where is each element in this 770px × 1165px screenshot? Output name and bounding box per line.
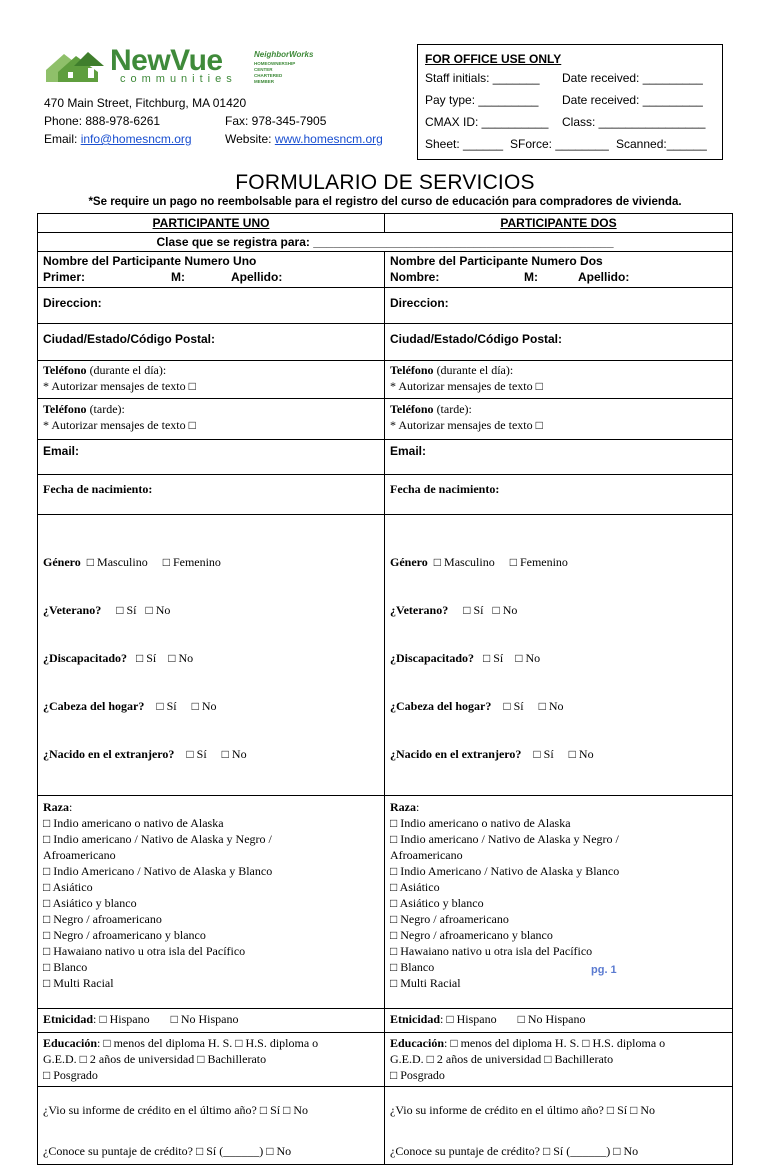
race-option[interactable]: □ Indio americano o nativo de Alaska — [390, 816, 571, 830]
race-option[interactable]: □ Indio americano / Nativo de Alaska y Negro / — [390, 832, 619, 846]
address-row — [38, 288, 733, 324]
text-consent-1[interactable]: * Autorizar mensajes de texto □ — [43, 379, 196, 393]
race-option[interactable]: □ Asiático y blanco — [390, 896, 484, 910]
race-option[interactable]: □ Hawaiano nativo u otra isla del Pacífico — [390, 944, 593, 958]
race-option[interactable]: □ Negro / afroamericano y blanco — [43, 928, 206, 942]
race-option[interactable]: □ Asiático y blanco — [43, 896, 137, 910]
nombre-label: Nombre: — [390, 270, 440, 284]
credit-report-cell-1[interactable]: ¿Vio su informe de crédito en el último año? □ Sí □ No — [38, 1087, 385, 1140]
website-link[interactable]: www.homesncm.org — [274, 132, 383, 146]
veteran-options-2[interactable]: □ Sí □ No — [448, 603, 518, 617]
phone-evening-field-1[interactable]: Teléfono (tarde): * Autorizar mensajes de texto □ — [38, 399, 385, 440]
race-option-cont: Afroamericano — [390, 848, 463, 862]
credit-score-cell-1[interactable]: ¿Conoce su puntaje de crédito? □ Sí (______) □ No — [38, 1139, 385, 1165]
text-consent-2[interactable]: * Autorizar mensajes de texto □ — [390, 379, 543, 393]
ethnicity-cell-2[interactable]: Etnicidad: □ Hispano □ No Hispano — [385, 1009, 733, 1033]
partner-logo-sub: HOMEOWNERSHIP CENTER CHARTERED MEMBER — [254, 61, 296, 84]
services-form-table — [37, 213, 733, 1165]
date-received-2[interactable]: Date received: _________ — [562, 93, 703, 107]
office-use-box — [417, 44, 723, 160]
disability-options-2[interactable]: □ Sí □ No — [474, 651, 541, 665]
email-field-1[interactable]: Email: — [38, 440, 385, 475]
name-title-2: Nombre del Participante Numero Dos — [390, 254, 603, 268]
demographics-cell-2: Género □ Masculino □ Femenino ¿Veterano? □ Sí □ No ¿Discapacitado? □ Sí □ No ¿Cabeza del hogar? □ Sí □ No ¿Nacido en el extranjero? □ Sí □ No — [385, 515, 733, 796]
ethnicity-row — [38, 1009, 733, 1033]
race-option[interactable]: □ Multi Racial — [43, 976, 114, 990]
email-link[interactable]: info@homesncm.org — [80, 132, 192, 146]
foreign-born-options-1[interactable]: □ Sí □ No — [174, 747, 247, 761]
class-field[interactable]: Class: ________________ — [562, 115, 706, 129]
credit-score-cell-2[interactable]: ¿Conoce su puntaje de crédito? □ Sí (______) □ No — [385, 1139, 733, 1165]
partner-logo-text: NeighborWorks — [254, 50, 314, 59]
form-title: FORMULARIO DE SERVICIOS — [235, 171, 535, 194]
race-option[interactable]: □ Asiático — [390, 880, 440, 894]
newvue-logo — [44, 42, 314, 92]
demographics-cell-1: Género □ Masculino □ Femenino ¿Veterano? □ Sí □ No ¿Discapacitado? □ Sí □ No ¿Cabeza del hogar? □ Sí □ No ¿Nacido en el extranjero? □ Sí □ No — [38, 515, 385, 796]
participants-header-row — [38, 214, 733, 233]
race-option[interactable]: □ Multi Racial — [390, 976, 461, 990]
race-option[interactable]: □ Asiático — [43, 880, 93, 894]
race-option[interactable]: □ Indio Americano / Nativo de Alaska y Blanco — [390, 864, 620, 878]
race-option[interactable]: □ Hawaiano nativo u otra isla del Pacífico — [43, 944, 246, 958]
class-field[interactable]: Clase que se registra para: _____________________________________________ — [38, 233, 733, 252]
email-row — [38, 440, 733, 475]
race-option[interactable]: □ Negro / afroamericano — [43, 912, 162, 926]
m-label-1: M: — [171, 270, 185, 284]
phone-evening-row — [38, 399, 733, 440]
demographics-row — [38, 515, 733, 796]
race-cell-2: Raza: □ Indio americano o nativo de Alaska □ Indio americano / Nativo de Alaska y Negro / Afroamericano □ Indio Americano / Nativo de Alaska y Blanco □ Asiático □ Asiático y blanco □ Negro / afroamericano □ Negro / afroamericano y blanco □ Hawaiano nativo u otra isla del Pacífico □ Blanco □ Multi Racial — [385, 796, 733, 1009]
race-option[interactable]: □ Blanco — [43, 960, 88, 974]
race-option[interactable]: □ Negro / afroamericano y blanco — [390, 928, 553, 942]
sheet-field[interactable]: Sheet: ______ — [425, 137, 504, 151]
payment-note: *Se require un pago no reembolsable para el registro del curso de educación para compradores de vivienda. — [88, 196, 682, 208]
head-household-options-2[interactable]: □ Sí □ No — [491, 699, 564, 713]
ciudad-field-1[interactable]: Ciudad/Estado/Código Postal: — [38, 324, 385, 361]
participant-two-header: PARTICIPANTE DOS — [385, 214, 733, 233]
disability-options-1[interactable]: □ Sí □ No — [127, 651, 194, 665]
education-cell-1[interactable]: Educación: □ menos del diploma H. S. □ H.S. diploma o G.E.D. □ 2 años de universidad □ Bachillerato □ Posgrado — [38, 1033, 385, 1087]
date-received-1[interactable]: Date received: _________ — [562, 71, 703, 85]
logo-subtext: communities — [120, 73, 237, 85]
name-cell-1[interactable] — [38, 252, 385, 288]
pay-type[interactable]: Pay type: _________ — [425, 93, 539, 107]
apellido-label-1: Apellido: — [231, 270, 283, 284]
name-title-1: Nombre del Participante Numero Uno — [43, 254, 257, 268]
race-row — [38, 796, 733, 1009]
credit-report-row — [38, 1087, 733, 1140]
race-option[interactable]: □ Blanco — [390, 960, 435, 974]
ethnicity-cell-1[interactable]: Etnicidad: □ Hispano □ No Hispano — [38, 1009, 385, 1033]
name-cell-2[interactable] — [385, 252, 733, 288]
office-title: FOR OFFICE USE ONLY — [425, 52, 562, 66]
direccion-field-2[interactable]: Direccion: — [385, 288, 733, 324]
race-option[interactable]: □ Indio americano o nativo de Alaska — [43, 816, 224, 830]
birthdate-field-2[interactable]: Fecha de nacimiento: — [385, 475, 733, 515]
address: 470 Main Street, Fitchburg, MA 01420 — [44, 96, 247, 110]
race-option-cont: Afroamericano — [43, 848, 116, 862]
phone-day-row — [38, 361, 733, 399]
race-cell-1: Raza: □ Indio americano o nativo de Alaska □ Indio americano / Nativo de Alaska y Negro / Afroamericano □ Indio Americano / Nativo de Alaska y Blanco □ Asiático □ Asiático y blanco □ Negro / afroamericano □ Negro / afroamericano y blanco □ Hawaiano nativo u otra isla del Pacífico □ Blanco □ Multi Racial — [38, 796, 385, 1009]
name-row — [38, 252, 733, 288]
text-consent-evening-1[interactable]: * Autorizar mensajes de texto □ — [43, 418, 196, 432]
website-line — [225, 130, 383, 148]
apellido-label-2: Apellido: — [578, 270, 630, 284]
phone: Phone: 888-978-6261 — [44, 114, 161, 128]
race-option[interactable]: □ Negro / afroamericano — [390, 912, 509, 926]
veteran-options-1[interactable]: □ Sí □ No — [101, 603, 171, 617]
phone-day-field-1[interactable]: Teléfono (durante el día): * Autorizar mensajes de texto □ — [38, 361, 385, 399]
education-cell-2[interactable]: Educación: □ menos del diploma H. S. □ H.S. diploma o G.E.D. □ 2 años de universidad □ Bachillerato □ Posgrado — [385, 1033, 733, 1087]
education-row — [38, 1033, 733, 1087]
class-row — [38, 233, 733, 252]
primer-label: Primer: — [43, 270, 86, 284]
city-row — [38, 324, 733, 361]
cmax-id[interactable]: CMAX ID: __________ — [425, 115, 549, 129]
birthdate-field-1[interactable]: Fecha de nacimiento: — [38, 475, 385, 515]
foreign-born-options-2[interactable]: □ Sí □ No — [521, 747, 594, 761]
race-option[interactable]: □ Indio americano / Nativo de Alaska y Negro / — [43, 832, 272, 846]
direccion-field-1[interactable]: Direccion: — [38, 288, 385, 324]
email-field-2[interactable]: Email: — [385, 440, 733, 475]
sforce-field[interactable]: SForce: ________ — [510, 137, 609, 151]
page-number: pg. 1 — [591, 964, 617, 976]
phone-day-field-2[interactable]: Teléfono (durante el día): * Autorizar mensajes de texto □ — [385, 361, 733, 399]
m-label-2: M: — [524, 270, 538, 284]
phone-evening-field-2[interactable]: Teléfono (tarde): * Autorizar mensajes de texto □ — [385, 399, 733, 440]
race-option[interactable]: □ Indio Americano / Nativo de Alaska y Blanco — [43, 864, 273, 878]
scanned-field[interactable]: Scanned:______ — [616, 137, 707, 151]
text-consent-evening-2[interactable]: * Autorizar mensajes de texto □ — [390, 418, 543, 432]
ciudad-field-2[interactable]: Ciudad/Estado/Código Postal: — [385, 324, 733, 361]
email-line — [44, 130, 225, 148]
birthdate-row — [38, 475, 733, 515]
staff-initials[interactable]: Staff initials: _______ — [425, 71, 540, 85]
email-label: Email: — [44, 132, 81, 146]
gender-options-2[interactable]: □ Masculino □ Femenino — [427, 555, 568, 569]
gender-options-1[interactable]: □ Masculino □ Femenino — [80, 555, 221, 569]
credit-report-cell-2[interactable]: ¿Vio su informe de crédito en el último año? □ Sí □ No — [385, 1087, 733, 1140]
credit-score-row — [38, 1139, 733, 1165]
address-block — [44, 94, 383, 148]
fax: Fax: 978-345-7905 — [225, 114, 327, 128]
participant-one-header: PARTICIPANTE UNO — [38, 214, 385, 233]
head-household-options-1[interactable]: □ Sí □ No — [144, 699, 217, 713]
logo-text: NewVue — [110, 44, 223, 77]
website-label: Website: — [225, 132, 275, 146]
